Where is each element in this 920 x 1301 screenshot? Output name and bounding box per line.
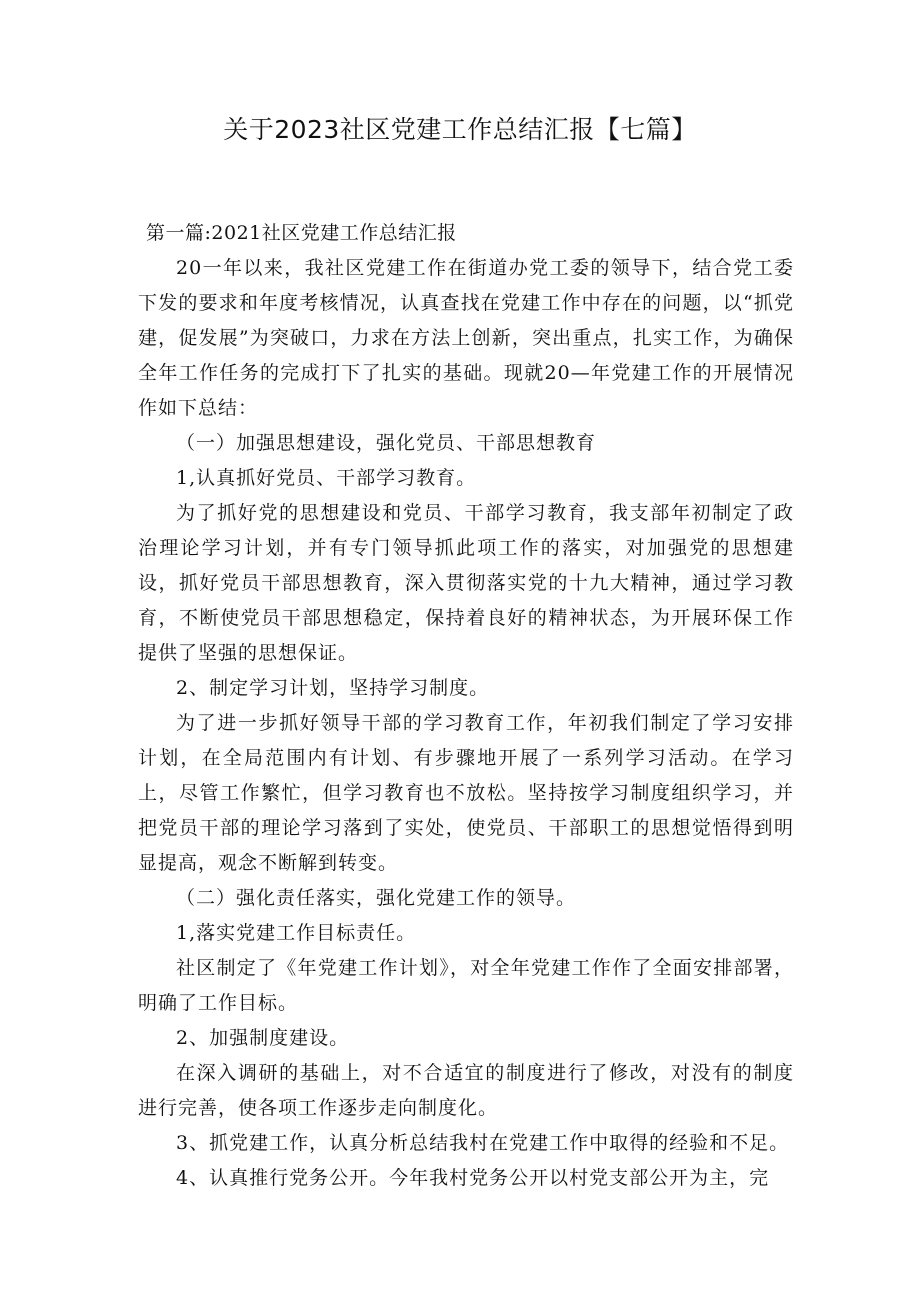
paragraph: 4、认真推行党务公开。今年我村党务公开以村党支部公开为主，完 — [176, 1167, 770, 1189]
paragraph: 1,认真抓好党员、干部学习教育。 — [176, 467, 477, 489]
paragraph: （二）强化责任落实，强化党建工作的领导。 — [176, 887, 577, 909]
paragraph: 3、抓党建工作，认真分析总结我村在党建工作中取得的经验和不足。 — [176, 1132, 790, 1154]
paragraph: 在深入调研的基础上，对不合适宜的制度进行了修改，对没有的制度进行完善，使各项工作逐步走向制度化。 — [138, 1062, 794, 1119]
paragraph: （一）加强思想建设，强化党员、干部思想教育 — [176, 432, 597, 454]
document-title: 关于2023社区党建工作总结汇报【七篇】 — [223, 115, 697, 144]
section-heading: 第一篇:2021社区党建工作总结汇报 — [146, 222, 457, 244]
paragraph: 2、加强制度建设。 — [176, 1027, 350, 1049]
paragraph: 2、制定学习计划，坚持学习制度。 — [176, 677, 490, 699]
paragraph: 为了进一步抓好领导干部的学习教育工作，年初我们制定了学习安排计划，在全局范围内有计划、有步骤地开展了一系列学习活动。在学习上，尽管工作繁忙，但学习教育也不放松。坚持按学习制度组织学习，并把党员干部的理论学习落到了实处，使党员、干部职工的思想觉悟得到明显提高，观念不断解到转变。 — [138, 712, 794, 874]
paragraph: 20一年以来，我社区党建工作在街道办党工委的领导下，结合党工委下发的要求和年度考核情况，认真查找在党建工作中存在的问题，以“抓党建，促发展”为突破口，力求在方法上创新，突出重点，扎实工作，为确保全年工作任务的完成打下了扎实的基础。现就20—年党建工作的开展情况作如下总结： — [138, 257, 794, 419]
paragraph: 为了抓好党的思想建设和党员、干部学习教育，我支部年初制定了政治理论学习计划，并有专门领导抓此项工作的落实，对加强党的思想建设，抓好党员干部思想教育，深入贯彻落实党的十九大精神，通过学习教育，不断使党员干部思想稳定，保持着良好的精神状态，为开展环保工作提供了坚强的思想保证。 — [138, 502, 794, 664]
paragraph: 1,落实党建工作目标责任。 — [176, 922, 417, 944]
document-body — [138, 216, 794, 1196]
paragraph: 社区制定了《年党建工作计划》，对全年党建工作作了全面安排部署，明确了工作目标。 — [138, 957, 794, 1014]
